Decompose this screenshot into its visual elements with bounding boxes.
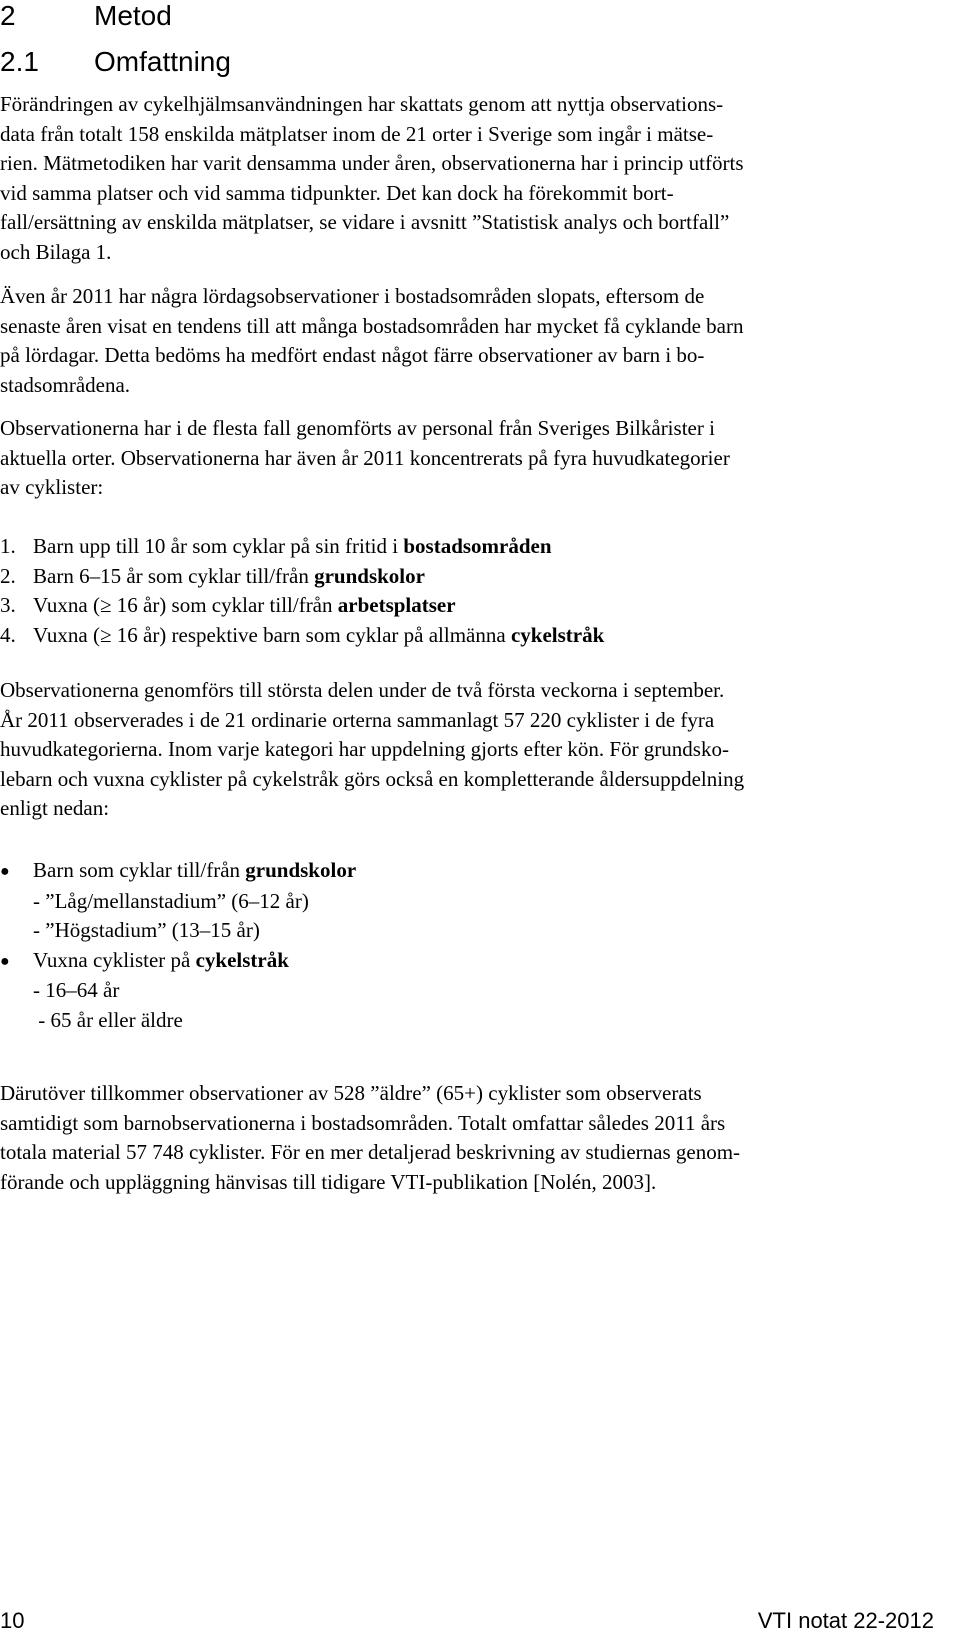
text-line: Även år 2011 har några lördagsobservationer i bostadsområden slopats, eftersom de	[0, 284, 705, 308]
text-line: av cyklister:	[0, 475, 104, 499]
text-line: och Bilaga 1.	[0, 239, 112, 264]
bullet-text: Barn som cyklar till/från	[33, 858, 246, 882]
text-line: Därutöver tillkommer observationer av 528 ”äldre” (65+) cyklister som observerats	[0, 1081, 702, 1105]
paragraph-saturday	[0, 282, 930, 400]
paragraph-total	[0, 1079, 930, 1197]
category-list	[0, 532, 604, 650]
list-number: 1.	[0, 534, 16, 558]
text-line: Observationerna genomförs till största delen under de två första veckorna i september.	[0, 678, 725, 702]
text-line: Förändringen av cykelhjälmsanvändningen har skattats genom att nyttja observations-	[0, 92, 724, 116]
list-text: Barn 6–15 år som cyklar till/från	[33, 563, 315, 588]
text-line: lebarn och vuxna cyklister på cykelstråk görs också en kompletterande åldersuppdelning	[0, 766, 745, 791]
text-line: stadsområdena.	[0, 372, 131, 397]
text-line: aktuella orter. Observationerna har även år 2011 koncentrerats på fyra huvudkategorier	[0, 445, 730, 470]
list-item	[0, 532, 604, 562]
subsection-number: 2.1	[0, 46, 39, 77]
list-number: 4.	[0, 622, 16, 647]
paragraph-observers	[0, 414, 930, 503]
sub-item: - ”Låg/mellanstadium” (6–12 år)	[33, 888, 309, 913]
section-heading	[0, 0, 172, 32]
text-line: på lördagar. Detta bedöms ha medfört endast något färre observationer av barn i bo-	[0, 343, 705, 367]
page-number: 10	[0, 1608, 25, 1633]
text-line: förande och uppläggning hänvisas till tidigare VTI-publikation [Nolén, 2003].	[0, 1169, 657, 1194]
subsection-title: Omfattning	[94, 46, 231, 77]
text-line: rien. Mätmetodiken har varit densamma under åren, observationerna har i princip utförts	[0, 151, 744, 175]
list-bold: cykelstråk	[510, 622, 605, 647]
bullet-text: Vuxna cyklister på	[33, 947, 196, 972]
subsection-heading	[0, 46, 231, 78]
list-text: Vuxna (≥ 16 år) som cyklar till/från	[33, 593, 338, 617]
list-bold: bostadsområden	[403, 534, 552, 558]
section-number: 2	[0, 0, 16, 31]
paragraph-scope	[0, 90, 930, 267]
section-title: Metod	[94, 0, 172, 31]
list-number: 3.	[0, 593, 16, 617]
sub-item: - 65 år eller äldre	[33, 1007, 183, 1032]
text-line: fall/ersättning av enskilda mätplatser, se vidare i avsnitt ”Statistisk analys och bortfall”	[0, 210, 730, 234]
list-bold: arbetsplatser	[337, 593, 456, 617]
list-text: Barn upp till 10 år som cyklar på sin fritid i	[33, 534, 404, 558]
list-item	[0, 591, 604, 621]
bullet-bold: cykelstråk	[195, 947, 289, 972]
list-text: Vuxna (≥ 16 år) respektive barn som cyklar på allmänna	[33, 622, 511, 647]
paragraph-period	[0, 676, 930, 824]
bullet-item	[0, 856, 356, 887]
list-number: 2.	[0, 563, 16, 588]
publication-label: VTI notat 22-2012	[757, 1608, 934, 1633]
age-group-list	[0, 856, 356, 1035]
list-item	[0, 562, 604, 592]
bullet-icon: ●	[0, 952, 10, 970]
text-line: data från totalt 158 enskilda mätplatser inom de 21 orter i Sverige som ingår i mätse-	[0, 121, 714, 146]
sub-item: - 16–64 år	[33, 978, 120, 1002]
text-line: Observationerna har i de flesta fall genomförts av personal från Sveriges Bilkårister i	[0, 416, 715, 440]
bullet-icon: ●	[0, 863, 10, 880]
text-line: samtidigt som barnobservationerna i bostadsområden. Totalt omfattar således 2011 års	[0, 1110, 726, 1135]
bullet-item	[0, 946, 356, 977]
bullet-bold: grundskolor	[245, 858, 357, 882]
text-line: totala material 57 748 cyklister. För en mer detaljerad beskrivning av studiernas genom-	[0, 1140, 741, 1164]
sub-item: - ”Högstadium” (13–15 år)	[33, 918, 260, 942]
list-item	[0, 621, 604, 651]
text-line: År 2011 observerades i de 21 ordinarie orterna sammanlagt 57 220 cyklister i de fyra	[0, 707, 715, 732]
text-line: senaste åren visat en tendens till att många bostadsområden har mycket få cyklande barn	[0, 313, 744, 338]
text-line: huvudkategorierna. Inom varje kategori har uppdelning gjorts efter kön. För grundsko-	[0, 737, 729, 761]
text-line: vid samma platser och vid samma tidpunkter. Det kan dock ha förekommit bort-	[0, 180, 674, 205]
list-bold: grundskolor	[314, 563, 425, 588]
text-line: enligt nedan:	[0, 796, 110, 820]
